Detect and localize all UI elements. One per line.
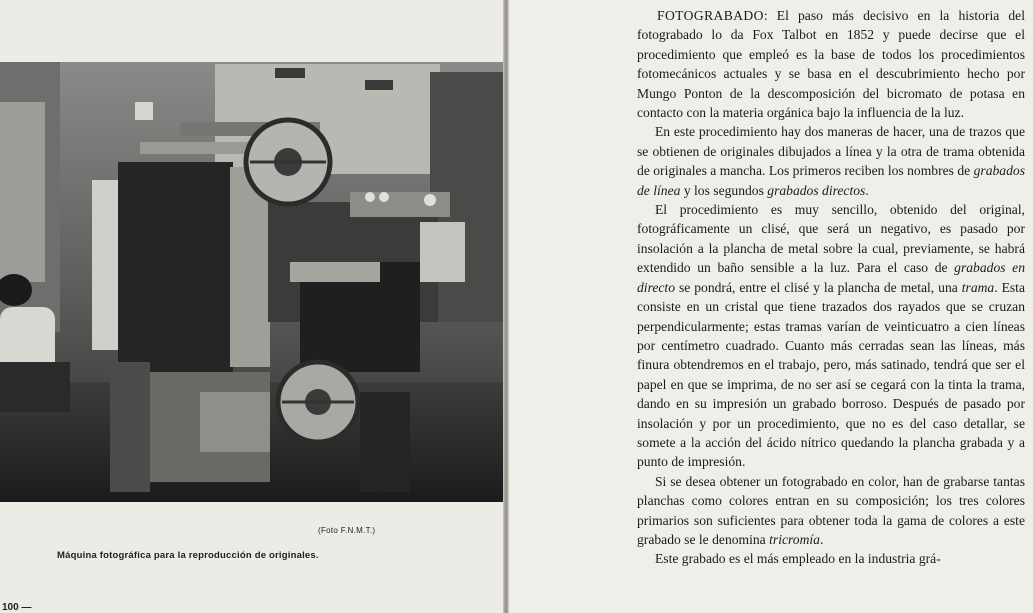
italic-term: grabados directos <box>767 182 866 198</box>
photo-caption: Máquina fotográfica para la reproducción de originales. <box>57 550 319 561</box>
italic-term: trama <box>961 279 995 295</box>
paragraph-2 <box>637 122 1025 200</box>
text-run: . Esta consiste en un cristal que tiene trazados dos rayados que se cruzan perpendicularmente; estas tramas varían de veinticuatro a cien líneas por centímetro cuadrado. Cuanto más cerradas sean las líneas, más finura obtendremos en el trabajo, pero, más satinado, tendrá que ser el papel en que se imprima, de no ser así se cegará con la tinta la trama, dando en su impresión un grabado borroso. Después de pasado por insolación y por un procedimiento, que no es del caso detallar, se somete a la acción del ácido nítrico quedando la plancha grabada y a punto de impresión. <box>637 279 1025 470</box>
paragraph-text: : El paso más decisivo en la historia del fotograbado lo da Fox Talbot en 1852 y puede decirse que el procedimiento que empleó es la base de todos los procedimientos fotomecánicos actuales y se basa en el descubrimiento hecho por Mungo Ponton de la descomposición del bicromato de potasa en contacto con la materia orgánica bajo la influencia de la luz. <box>637 8 1025 121</box>
text-run: Si se desea obtener un fotograbado en color, han de grabarse tantas planchas como colores entran en su composición; los tres colores primarios son suficientes para obtener toda la gama de colores a este grabado se le denomina <box>637 473 1025 547</box>
text-run: . <box>819 531 824 547</box>
body-text <box>637 6 1025 569</box>
italic-term: tricromía <box>769 531 820 547</box>
left-page <box>0 0 503 613</box>
text-run: se pondrá, entre el clisé y la plancha de metal, una <box>675 279 962 295</box>
paragraph-5 <box>637 549 1025 568</box>
machine-photograph <box>0 62 503 502</box>
text-run: El procedimiento es muy sencillo, obtenido del original, fotográficamente un clisé, que será un negativo, es pasado por insolación a la plancha de metal sobre la cual, previamente, se habrá extendido un baño sensible a la luz. Para el caso de <box>637 202 1025 276</box>
italic-term: grabados de línea <box>637 163 1025 198</box>
paragraph-3 <box>637 200 1025 472</box>
text-run: . <box>865 182 869 198</box>
text-run: y los segundos <box>680 182 768 198</box>
photo-credit: (Foto F.N.M.T.) <box>318 526 376 535</box>
italic-term: grabados en directo <box>637 260 1025 295</box>
paragraph-1 <box>637 6 1025 122</box>
paragraph-4 <box>637 472 1025 550</box>
text-run: En este procedimiento hay dos maneras de hacer, una de trazos que se obtienen de originales dibujados a línea y la otra de trama obtenida de originales a mancha. Los primeros reciben los nombres de <box>637 124 1025 179</box>
page-number: 100 — <box>2 602 32 613</box>
right-page <box>509 0 1033 613</box>
text-run: Este grabado es el más empleado en la industria grá- <box>655 551 941 567</box>
photo-image <box>0 62 503 502</box>
section-heading: FOTOGRABADO <box>657 8 764 23</box>
